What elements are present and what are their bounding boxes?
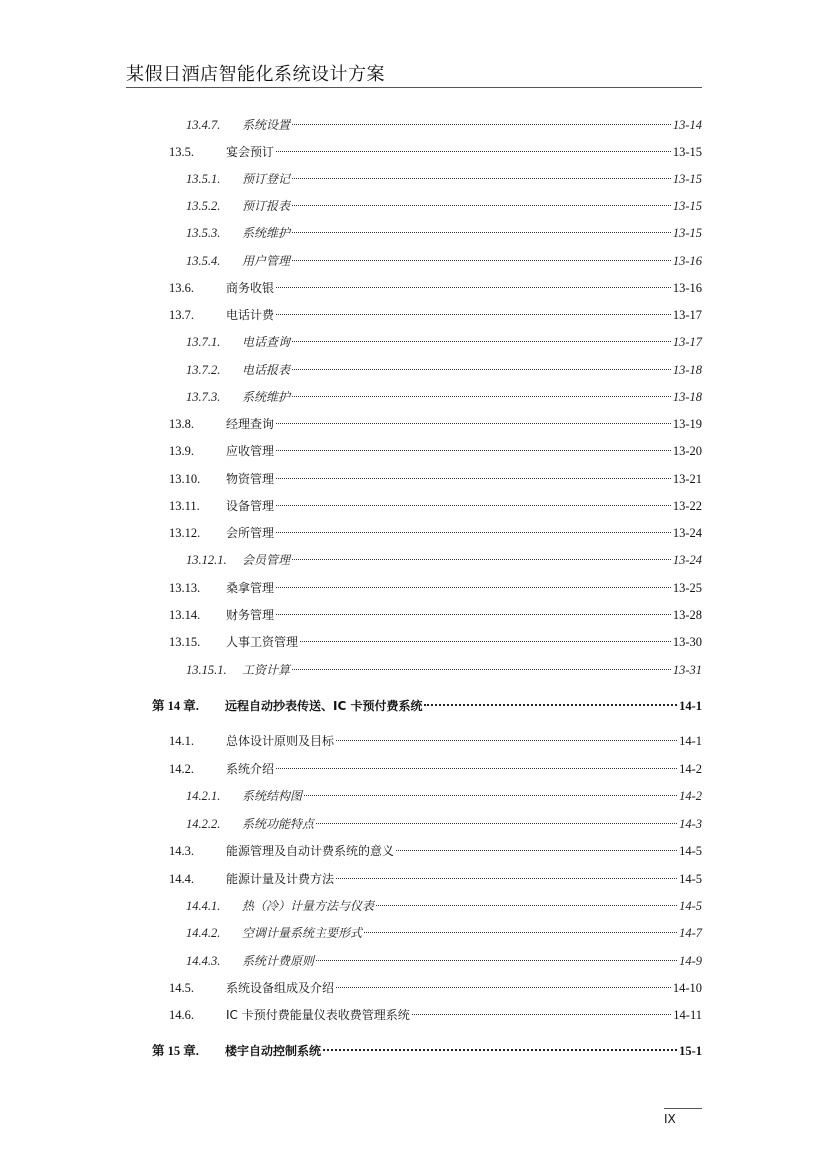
toc-entry-page: 15-1	[679, 1044, 702, 1058]
toc-entry-number: 13.12.	[169, 526, 201, 540]
toc-entry[interactable]	[169, 759, 702, 779]
toc-dot-leader	[276, 614, 671, 615]
toc-entry-page: 13-15	[672, 145, 702, 159]
toc-entry-number: 13.12.1.	[186, 553, 227, 567]
toc-dot-leader	[336, 878, 677, 879]
toc-chapter-entry[interactable]	[152, 696, 702, 716]
toc-entry-page: 13-16	[672, 281, 702, 295]
toc-entry-page: 13-15	[672, 199, 702, 213]
toc-entry-page: 14-2	[679, 789, 702, 803]
toc-dot-leader	[276, 423, 671, 424]
toc-entry-page: 14-9	[679, 954, 702, 968]
toc-entry-page: 14-11	[673, 1008, 702, 1022]
toc-dot-leader	[276, 532, 671, 533]
toc-entry-page: 13-18	[672, 390, 702, 404]
header-rule	[126, 87, 702, 88]
toc-dot-leader	[292, 178, 671, 179]
toc-dot-leader	[292, 232, 671, 233]
toc-entry-page: 13-14	[672, 118, 702, 132]
toc-dot-leader	[336, 740, 677, 741]
toc-entry[interactable]	[169, 731, 702, 751]
toc-entry-number: 14.3.	[169, 844, 194, 858]
toc-entry[interactable]	[186, 196, 702, 216]
toc-entry-number: 13.7.3.	[186, 390, 221, 404]
toc-entry-number: 13.6.	[169, 281, 194, 295]
toc-entry-title: 设备管理	[226, 499, 275, 513]
toc-entry-page: 13-21	[672, 472, 702, 486]
toc-entry-number: 第 14 章.	[152, 699, 199, 713]
toc-dot-leader	[276, 587, 671, 588]
toc-entry-page: 14-5	[679, 872, 702, 886]
toc-entry-number: 13.13.	[169, 581, 201, 595]
toc-entry-page: 14-7	[679, 926, 702, 940]
toc-dot-leader	[276, 287, 671, 288]
toc-entry-title: 预订报表	[242, 199, 291, 213]
toc-entry[interactable]	[186, 923, 702, 943]
toc-entry-page: 14-2	[679, 762, 702, 776]
toc-entry-number: 13.5.2.	[186, 199, 221, 213]
toc-entry-page: 13-25	[672, 581, 702, 595]
toc-dot-leader	[376, 905, 677, 906]
toc-dot-leader	[292, 396, 671, 397]
toc-entry-title: 桑拿管理	[226, 581, 275, 595]
toc-entry[interactable]	[169, 1005, 702, 1025]
toc-chapter-entry[interactable]	[152, 1041, 702, 1061]
toc-dot-leader	[336, 987, 671, 988]
toc-entry[interactable]	[169, 441, 702, 461]
toc-entry-title: 能源管理及自动计费系统的意义	[226, 844, 395, 858]
toc-entry-title: 电话报表	[242, 363, 291, 377]
toc-dot-leader	[412, 1014, 672, 1015]
toc-entry-title: 系统功能特点	[242, 817, 315, 831]
toc-dot-leader	[292, 369, 671, 370]
toc-entry[interactable]	[186, 251, 702, 271]
toc-entry-number: 13.10.	[169, 472, 201, 486]
toc-entry-number: 14.1.	[169, 734, 194, 748]
toc-entry[interactable]	[186, 550, 702, 570]
toc-entry[interactable]	[169, 142, 702, 162]
toc-entry-title: 远程自动抄表传送、IC 卡预付费系统	[225, 699, 423, 713]
toc-entry-title: 系统设置	[242, 118, 291, 132]
toc-entry[interactable]	[186, 387, 702, 407]
footer-rule	[664, 1108, 702, 1109]
toc-dot-leader	[276, 768, 677, 769]
toc-entry[interactable]	[186, 786, 702, 806]
toc-entry-page: 13-18	[672, 363, 702, 377]
toc-dot-leader	[276, 450, 671, 451]
toc-entry[interactable]	[186, 814, 702, 834]
toc-entry-title: 热（冷）计量方法与仪表	[242, 899, 375, 913]
toc-entry-page: 13-15	[672, 226, 702, 240]
toc-entry-title: 楼宇自动控制系统	[225, 1044, 322, 1058]
toc-dot-leader	[276, 478, 671, 479]
toc-entry-title: 宴会预订	[226, 145, 275, 159]
toc-dot-leader	[292, 341, 671, 342]
toc-entry-number: 第 15 章.	[152, 1044, 199, 1058]
toc-entry-title: 电话计费	[226, 308, 275, 322]
toc-entry-number: 13.9.	[169, 444, 194, 458]
toc-entry-page: 13-16	[672, 254, 702, 268]
toc-entry[interactable]	[169, 523, 702, 543]
toc-entry-page: 14-5	[679, 899, 702, 913]
toc-entry-number: 13.5.	[169, 145, 194, 159]
toc-entry-number: 14.5.	[169, 981, 194, 995]
toc-entry[interactable]	[186, 896, 702, 916]
toc-dot-leader	[276, 505, 671, 506]
toc-entry[interactable]	[186, 169, 702, 189]
toc-dot-leader	[292, 124, 671, 125]
toc-entry-page: 14-1	[679, 734, 702, 748]
toc-entry-page: 13-22	[672, 499, 702, 513]
toc-entry-page: 13-19	[672, 417, 702, 431]
toc-entry-number: 13.5.1.	[186, 172, 221, 186]
toc-entry-title: 商务收银	[226, 281, 275, 295]
toc-entry-page: 14-5	[679, 844, 702, 858]
toc-entry-number: 13.14.	[169, 608, 201, 622]
toc-dot-leader	[292, 669, 671, 670]
toc-entry-title: 会所管理	[226, 526, 275, 540]
toc-entry-number: 13.7.	[169, 308, 194, 322]
toc-dot-leader	[364, 932, 677, 933]
toc-entry-title: 系统维护	[242, 390, 291, 404]
toc-entry-title: 系统计费原则	[242, 954, 315, 968]
toc-entry-page: 13-17	[672, 308, 702, 322]
toc-entry-number: 14.4.3.	[186, 954, 221, 968]
toc-entry-title: IC 卡预付费能量仪表收费管理系统	[226, 1008, 410, 1022]
toc-entry-number: 13.8.	[169, 417, 194, 431]
toc-entry-number: 13.15.1.	[186, 663, 227, 677]
toc-entry-title: 人事工资管理	[226, 635, 299, 649]
toc-entry-number: 14.4.1.	[186, 899, 221, 913]
toc-entry[interactable]	[169, 278, 702, 298]
toc-entry[interactable]	[186, 360, 702, 380]
toc-entry-title: 电话查询	[242, 335, 291, 349]
toc-entry-title: 预订登记	[242, 172, 291, 186]
toc-entry-page: 13-24	[672, 526, 702, 540]
toc-entry-page: 14-10	[672, 981, 702, 995]
toc-dot-leader	[316, 960, 677, 961]
toc-entry[interactable]	[186, 332, 702, 352]
toc-entry[interactable]	[169, 841, 702, 861]
toc-dot-leader	[316, 823, 677, 824]
toc-entry-page: 13-28	[672, 608, 702, 622]
toc-entry[interactable]	[169, 978, 702, 998]
toc-entry-number: 14.2.2.	[186, 817, 221, 831]
toc-entry-number: 13.15.	[169, 635, 201, 649]
toc-dot-leader	[300, 641, 671, 642]
toc-entry-number: 13.7.2.	[186, 363, 221, 377]
toc-entry-page: 14-3	[679, 817, 702, 831]
toc-entry-page: 13-15	[672, 172, 702, 186]
toc-entry-number: 13.11.	[169, 499, 200, 513]
toc-entry[interactable]	[169, 305, 702, 325]
toc-entry-number: 14.4.	[169, 872, 194, 886]
toc-entry-page: 13-30	[672, 635, 702, 649]
toc-entry-number: 13.5.4.	[186, 254, 221, 268]
toc-dot-leader	[276, 151, 671, 152]
toc-dot-leader	[396, 850, 677, 851]
toc-entry-number: 14.2.	[169, 762, 194, 776]
toc-entry[interactable]	[169, 578, 702, 598]
toc-entry-title: 经理查询	[226, 417, 275, 431]
toc-entry[interactable]	[186, 951, 702, 971]
toc-entry-title: 空调计量系统主要形式	[242, 926, 363, 940]
toc-entry-page: 14-1	[679, 699, 702, 713]
toc-dot-leader	[292, 260, 671, 261]
toc-entry-title: 应收管理	[226, 444, 275, 458]
toc-entry[interactable]	[186, 660, 702, 680]
toc-entry-number: 13.7.1.	[186, 335, 221, 349]
toc-entry-title: 系统设备组成及介绍	[226, 981, 335, 995]
toc-entry[interactable]	[169, 469, 702, 489]
toc-entry-title: 总体设计原则及目标	[226, 734, 335, 748]
toc-entry-number: 14.4.2.	[186, 926, 221, 940]
toc-entry-number: 13.5.3.	[186, 226, 221, 240]
page-number: IX	[664, 1112, 676, 1126]
toc-entry[interactable]	[169, 414, 702, 434]
toc-entry-title: 工资计算	[242, 663, 291, 677]
toc-entry-title: 系统维护	[242, 226, 291, 240]
toc-entry-number: 14.2.1.	[186, 789, 221, 803]
toc-entry-number: 14.6.	[169, 1008, 194, 1022]
toc-entry-page: 13-20	[672, 444, 702, 458]
toc-entry[interactable]	[186, 115, 702, 135]
toc-dot-leader	[424, 704, 677, 706]
toc-entry-page: 13-24	[672, 553, 702, 567]
toc-entry[interactable]	[169, 869, 702, 889]
toc-dot-leader	[304, 795, 677, 796]
toc-entry-title: 系统结构图	[242, 789, 303, 803]
toc-entry-title: 物资管理	[226, 472, 275, 486]
toc-entry[interactable]	[169, 496, 702, 516]
document-title: 某假日酒店智能化系统设计方案	[126, 64, 385, 85]
toc-entry-number: 13.4.7.	[186, 118, 221, 132]
toc-entry-page: 13-17	[672, 335, 702, 349]
toc-entry-title: 财务管理	[226, 608, 275, 622]
toc-entry-title: 系统介绍	[226, 762, 275, 776]
toc-dot-leader	[292, 559, 671, 560]
toc-entry-title: 能源计量及计费方法	[226, 872, 335, 886]
toc-entry[interactable]	[186, 223, 702, 243]
toc-entry[interactable]	[169, 605, 702, 625]
toc-entry[interactable]	[169, 632, 702, 652]
toc-dot-leader	[292, 205, 671, 206]
toc-entry-page: 13-31	[672, 663, 702, 677]
toc-dot-leader	[323, 1049, 677, 1051]
toc-entry-title: 用户管理	[242, 254, 291, 268]
toc-entry-title: 会员管理	[242, 553, 291, 567]
toc-dot-leader	[276, 314, 671, 315]
